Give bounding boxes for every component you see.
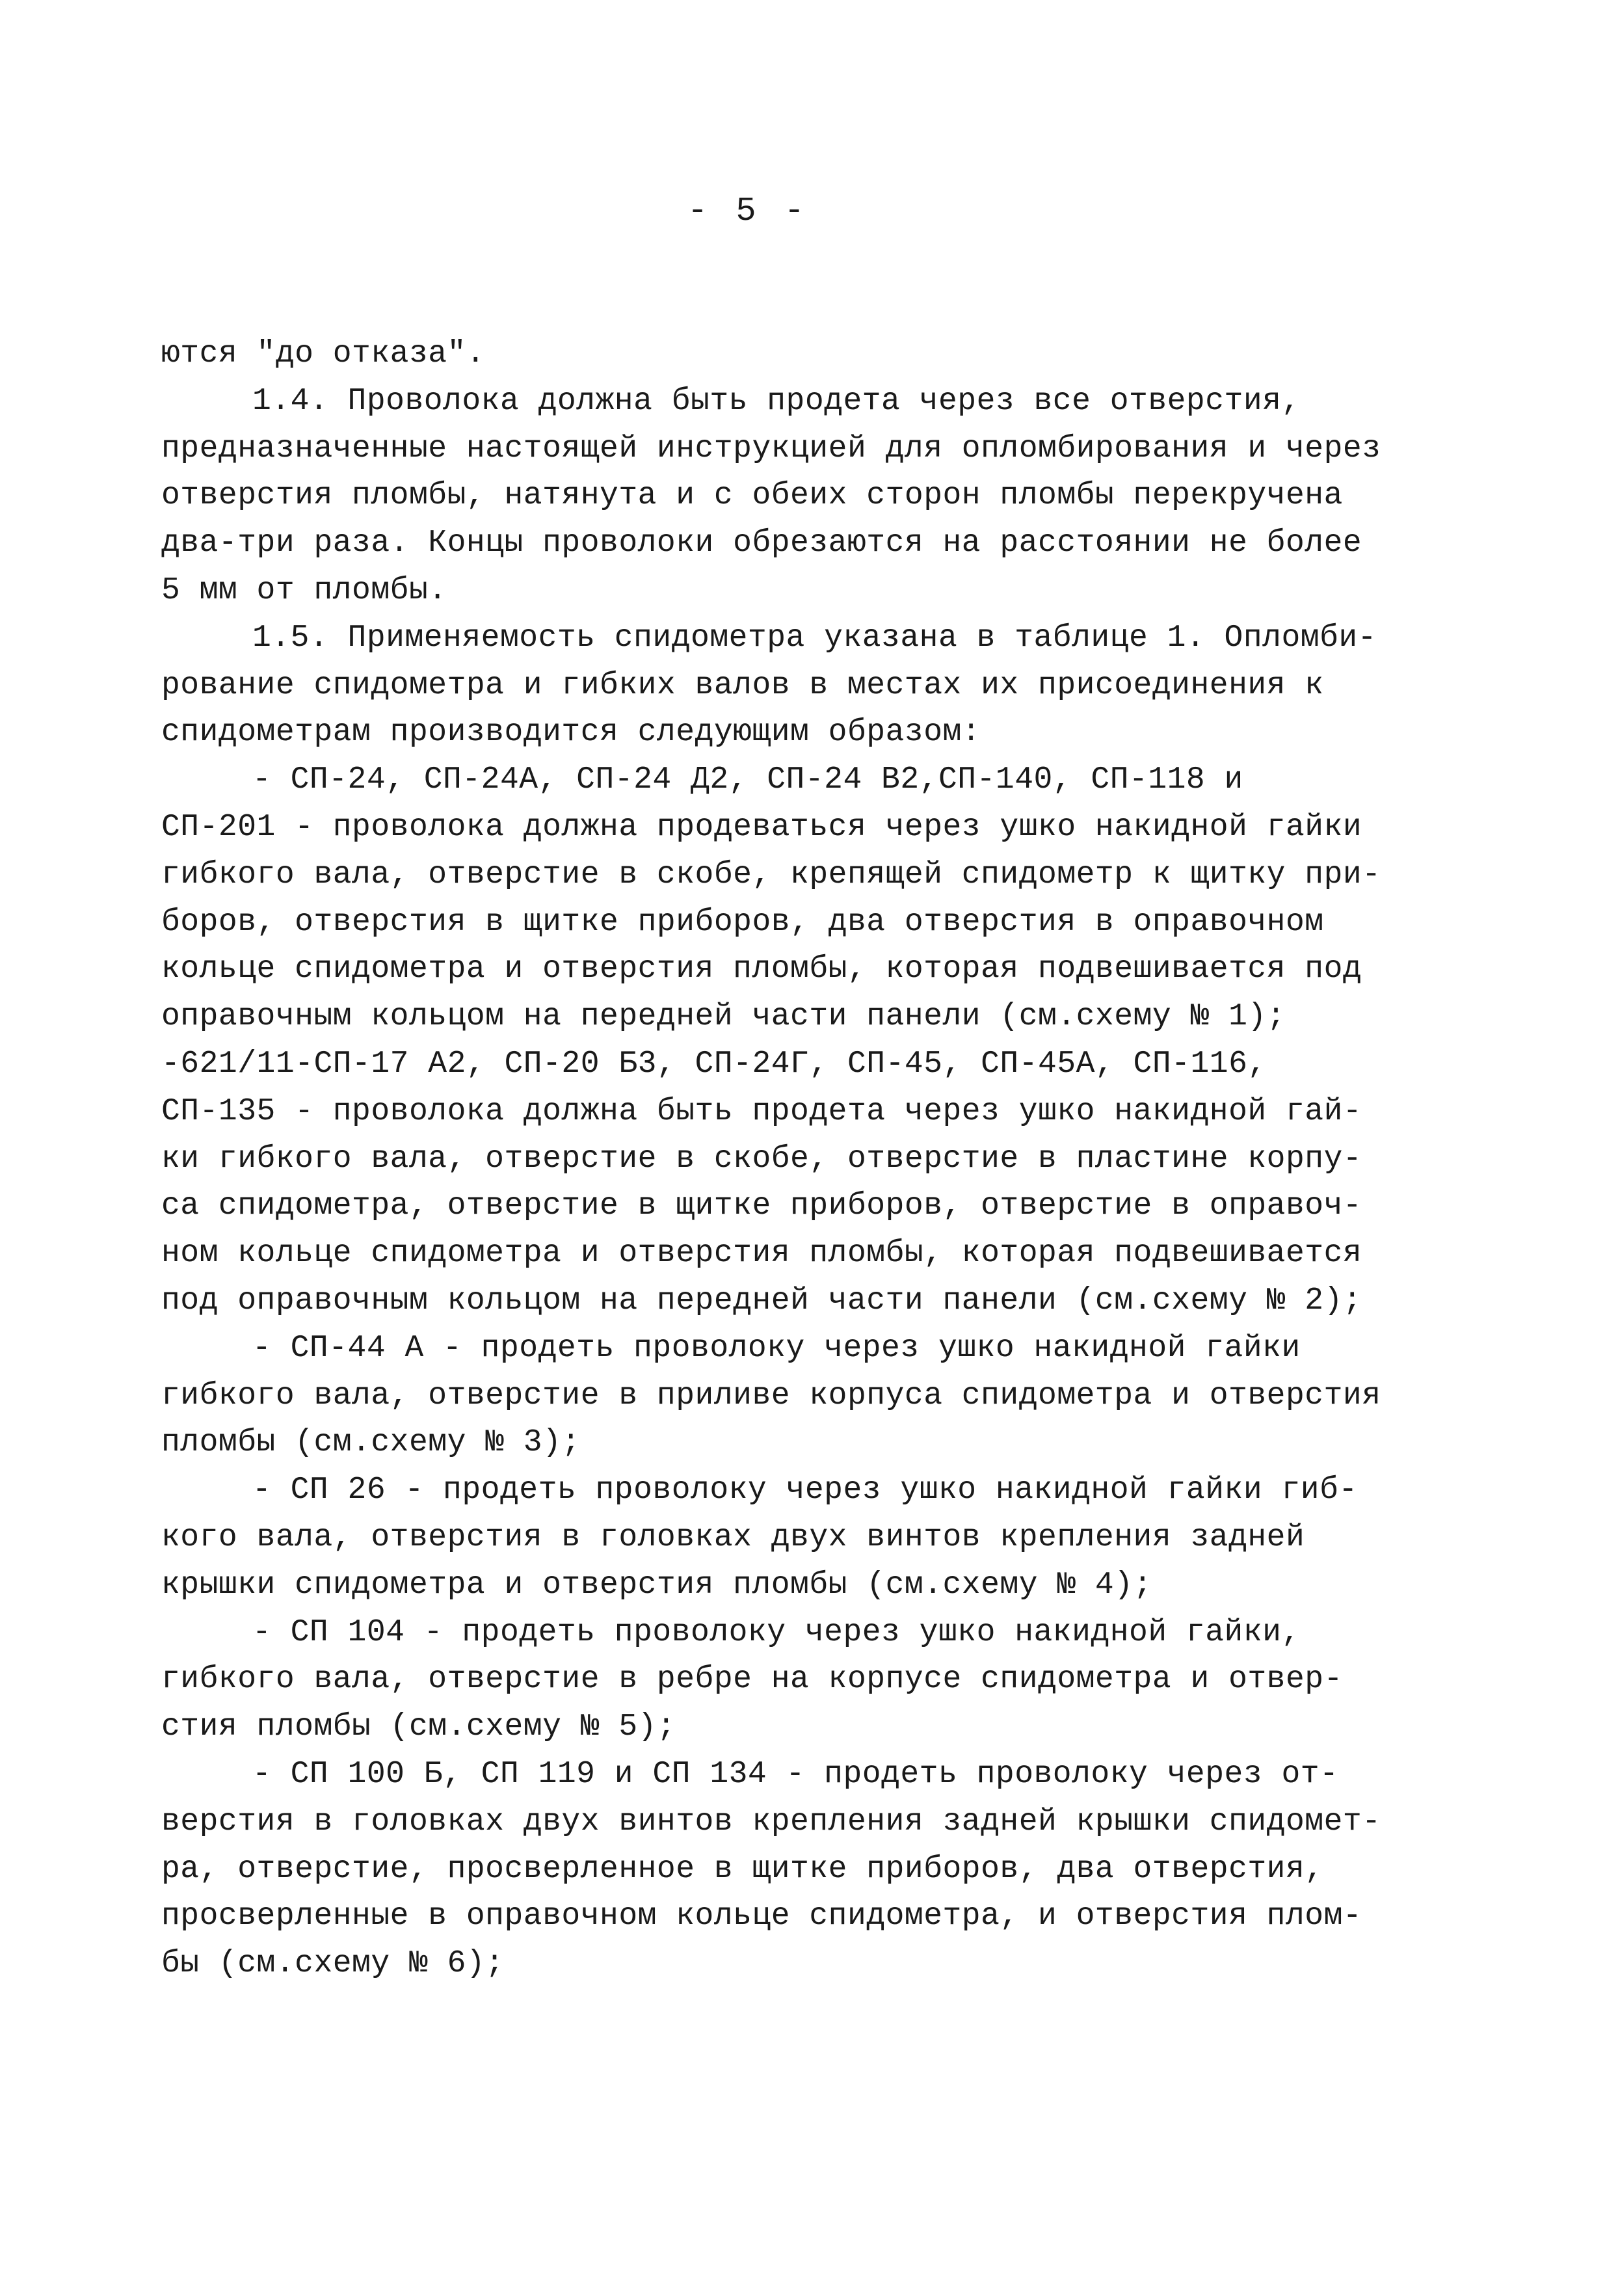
text-line: бы (см.схему № 6); <box>161 1946 505 1982</box>
text-line: отверстия пломбы, натянута и с обеих сторон пломбы перекручена <box>161 478 1343 514</box>
text-line: просверленные в оправочном кольце спидометра, и отверстия плом- <box>161 1899 1362 1934</box>
text-line: СП-201 - проволока должна продеваться через ушко накидной гайки <box>161 809 1362 845</box>
text-line: стия пломбы (см.схему № 5); <box>161 1709 676 1745</box>
text-line: 1.4. Проволока должна быть продета через все отверстия, <box>252 383 1301 419</box>
text-line: - СП 104 - продеть проволоку через ушко накидной гайки, <box>252 1614 1301 1650</box>
text-line: кого вала, отверстия в головках двух винтов крепления задней <box>161 1519 1305 1555</box>
text-line: -621/11-СП-17 А2, СП-20 Б3, СП-24Г, СП-45, СП-45А, СП-116, <box>161 1046 1267 1082</box>
text-line: оправочным кольцом на передней части панели (см.схему № 1); <box>161 999 1286 1035</box>
text-line: 1.5. Применяемость спидометра указана в таблице 1. Опломби- <box>252 620 1377 656</box>
text-line: са спидометра, отверстие в щитке приборов, отверстие в оправоч- <box>161 1188 1362 1224</box>
text-line: - СП 100 Б, СП 119 и СП 134 - продеть проволоку через от- <box>252 1756 1339 1792</box>
text-line: гибкого вала, отверстие в приливе корпуса спидометра и отверстия <box>161 1378 1381 1413</box>
text-line: спидометрам производится следующим образом: <box>161 715 981 751</box>
text-line: СП-135 - проволока должна быть продета через ушко накидной гай- <box>161 1093 1362 1129</box>
text-line: рование спидометра и гибких валов в местах их присоединения к <box>161 667 1324 703</box>
text-line: ном кольце спидометра и отверстия пломбы, которая подвешивается <box>161 1236 1362 1272</box>
text-line: - СП-24, СП-24А, СП-24 Д2, СП-24 В2,СП-140, СП-118 и <box>252 762 1243 798</box>
text-line: гибкого вала, отверстие в скобе, крепящей спидометр к щитку при- <box>161 857 1381 892</box>
text-line: пломбы (см.схему № 3); <box>161 1425 581 1461</box>
text-line: - СП-44 А - продеть проволоку через ушко накидной гайки <box>252 1330 1301 1366</box>
text-line: предназначенные настоящей инструкцией для опломбирования и через <box>161 431 1381 466</box>
text-line: два-три раза. Концы проволоки обрезаются на расстоянии не более <box>161 526 1362 561</box>
text-line: ра, отверстие, просверленное в щитке приборов, два отверстия, <box>161 1851 1324 1887</box>
text-line: под оправочным кольцом на передней части панели (см.схему № 2); <box>161 1283 1362 1318</box>
text-line: боров, отверстия в щитке приборов, два отверстия в оправочном <box>161 904 1324 940</box>
text-line: ки гибкого вала, отверстие в скобе, отверстие в пластине корпу- <box>161 1141 1362 1177</box>
text-line: ются "до отказа". <box>161 336 486 371</box>
page-number: - 5 - <box>687 192 809 230</box>
text-line: гибкого вала, отверстие в ребре на корпусе спидометра и отвер- <box>161 1662 1343 1698</box>
text-line: верстия в головках двух винтов крепления задней крышки спидомет- <box>161 1804 1381 1839</box>
text-line: 5 мм от пломбы. <box>161 572 447 608</box>
text-line: - СП 26 - продеть проволоку через ушко накидной гайки гиб- <box>252 1473 1358 1508</box>
body-text <box>161 330 1455 1988</box>
text-line: крышки спидометра и отверстия пломбы (см.схему № 4); <box>161 1567 1152 1603</box>
text-line: кольце спидометра и отверстия пломбы, которая подвешивается под <box>161 952 1362 987</box>
